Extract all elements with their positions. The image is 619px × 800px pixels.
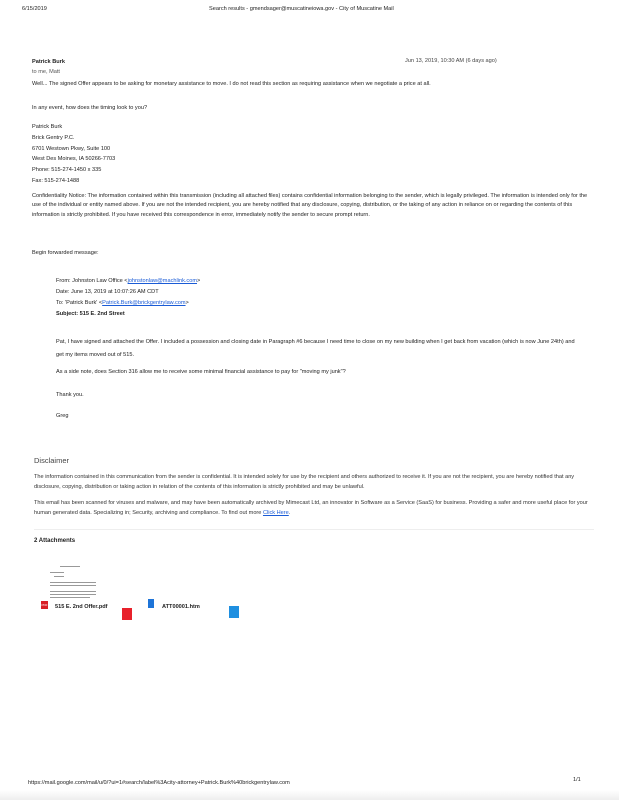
forward-label: Begin forwarded message: (32, 250, 99, 256)
signature-line: Brick Gentry P.C. (32, 134, 75, 141)
sender-name: Patrick Burk (32, 59, 65, 65)
recipients: to me, Matt (32, 69, 60, 75)
disclaimer-title: Disclaimer (34, 456, 70, 465)
from-name: Johnston Law Office < (72, 278, 128, 284)
message-timestamp: Jun 13, 2019, 10:30 AM (6 days ago) (405, 58, 497, 64)
pdf-thumbnail[interactable] (46, 563, 126, 599)
document-icon (148, 599, 154, 608)
forwarded-date: June 13, 2019 at 10:07:26 AM CDT (70, 289, 159, 295)
signature-block (32, 122, 115, 187)
from-end: > (197, 278, 201, 284)
subject-label: Subject: (56, 311, 79, 317)
page-title: Search results - gmendsager@muscatineiowa.gov - City of Muscatine Mail (209, 6, 394, 12)
download-icon[interactable] (122, 608, 132, 620)
print-date: 6/15/2019 (22, 6, 47, 12)
download-icon[interactable] (229, 606, 239, 618)
mimecast-end: . (288, 509, 291, 516)
date-label: Date: (56, 289, 70, 295)
confidentiality-notice: Confidentiality Notice: The information contained within this transmission (including all attached files) contains confidential information belonging to the sender, which is legally privileged. The information is intended only for the use of the individual or entity named above. If you are not the intended recipient, you are hereby notified that any disclosure, copying, distribution, or the taking of any action in reliance on or regarding the contents of this information is strictly prohibited. If you have received this correspondence in error, immediately notify the sender to secure prompt return. (32, 193, 588, 218)
scan-edge (0, 790, 619, 800)
attachment-name[interactable]: 515 E. 2nd Offer.pdf (55, 604, 108, 610)
to-label: To: (56, 300, 64, 306)
forwarded-signoff: Greg (56, 413, 69, 419)
signature-line: 6701 Westown Pkwy, Suite 100 (32, 145, 111, 152)
signature-line: West Des Moines, IA 50266-7703 (32, 156, 116, 163)
signature-line: Fax: 515-274-1488 (32, 177, 80, 184)
signature-line: Phone: 515-274-1450 x 335 (32, 167, 102, 174)
attachment-name[interactable]: ATT00001.htm (162, 604, 200, 610)
pdf-icon: PDF (41, 603, 48, 607)
to-end: > (185, 300, 189, 306)
forwarded-thanks: Thank you. (56, 392, 84, 398)
forwarded-paragraph: As a side note, does Section 316 allow me to receive some minimal financial assistance to pay for "moving my junk"? (56, 369, 346, 375)
page-number: 1/1 (573, 777, 581, 783)
from-label: From: (56, 278, 71, 284)
click-here-link[interactable]: Click Here (262, 509, 289, 516)
footer-url: https://mail.google.com/mail/u/0/?ui=1#search/label%3Acity-attorney+Patrick.Burk%40brickgentrylaw.com (28, 780, 290, 786)
forwarded-paragraph: Pat, I have signed and attached the Offer. I included a possession and closing date in Paragraph #6 because I need time to close on my new building when I get back from vacation (which is now June 24th) and get my items moved out of 515. (56, 339, 575, 358)
from-email-link[interactable]: johnstonlaw@machlink.com (127, 278, 197, 284)
to-email-link[interactable]: Patrick.Burk@brickgentrylaw.com (102, 300, 186, 306)
forwarded-header (56, 276, 200, 320)
mimecast-text: This email has been scanned for viruses and malware, and may have been automatically archived by Mimecast Ltd, an innovator in Software as a Service (SaaS) for business. Providing a safer and more useful place for your human generated data. Specializing in; Security, archiving and compliance. To find out more (34, 500, 588, 516)
attachments-title: 2 Attachments (34, 538, 76, 544)
forwarded-subject: 515 E. 2nd Street (79, 311, 125, 317)
message-body-question: In any event, how does the timing look to you? (32, 105, 148, 111)
divider (34, 529, 594, 530)
disclaimer-text: The information contained in this communication from the sender is confidential. It is intended solely for use by the recipient and others authorized to receive it. If you are not the recipient, you are hereby notified that any disclosure, copying, distribution or taking action in relation of the contents of this information is strictly prohibited and may be unlawful. (34, 474, 575, 490)
signature-line: Patrick Burk (32, 124, 63, 130)
to-name: 'Patrick Burk' < (65, 300, 103, 306)
disclaimer-mimecast (34, 499, 594, 518)
message-body: Well... The signed Offer appears to be asking for monetary assistance to move. I do not read this section as requiring assistance when we negotiate a price at all. (32, 81, 431, 87)
